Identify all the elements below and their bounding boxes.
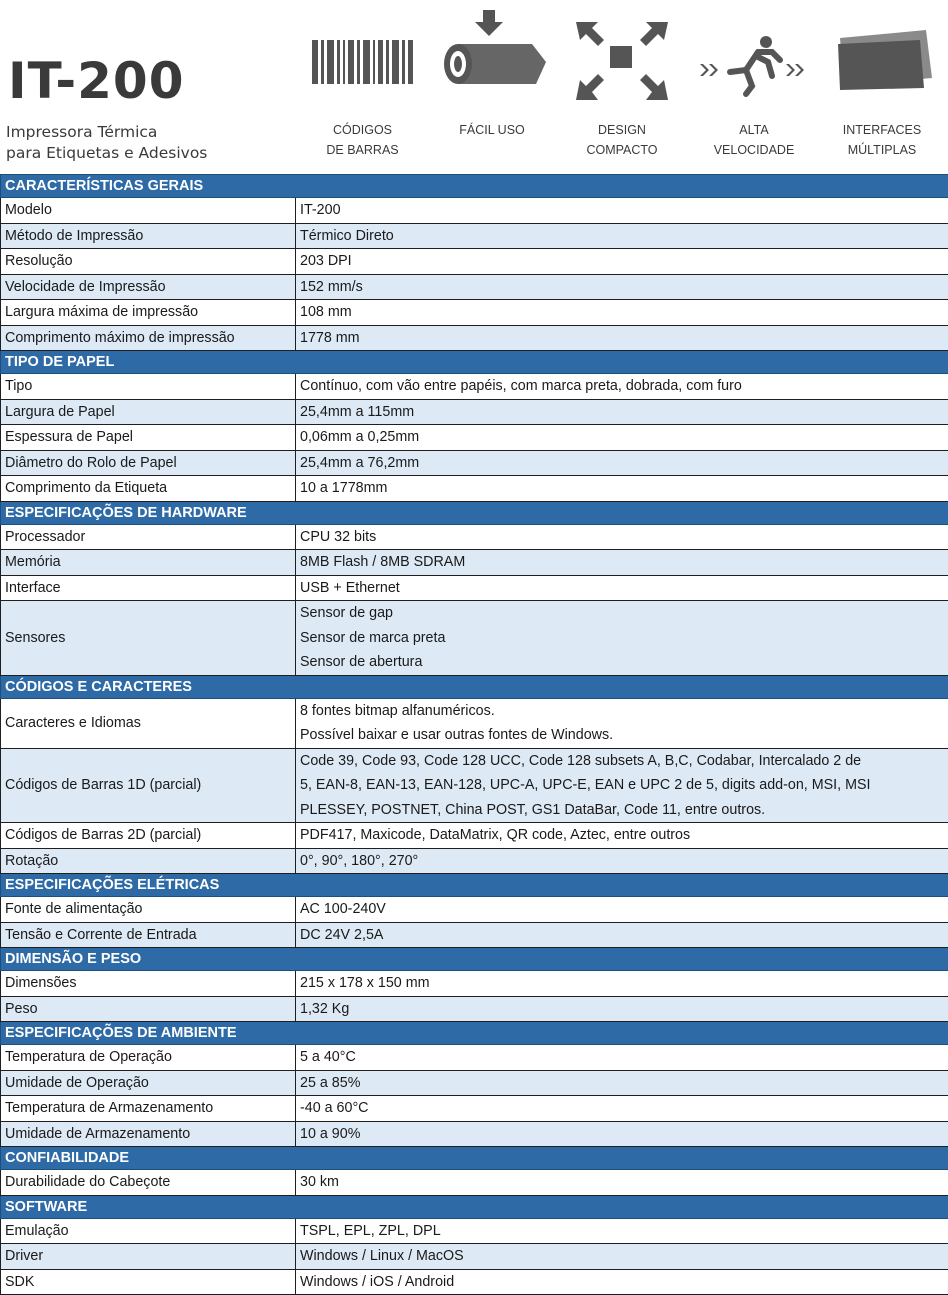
feature-label: INTERFACES MÚLTIPLAS <box>830 120 934 160</box>
spec-value <box>296 476 948 502</box>
spec-row <box>1 575 948 601</box>
spec-value <box>296 249 948 275</box>
spec-value <box>296 601 948 676</box>
spec-row <box>1 848 948 874</box>
spec-label: Driver <box>1 1244 296 1270</box>
feature-label: ALTA VELOCIDADE <box>700 120 808 160</box>
spec-label: Códigos de Barras 1D (parcial) <box>1 748 296 823</box>
spec-row <box>1 748 948 823</box>
product-subtitle <box>6 122 207 164</box>
feature-compact-design <box>568 0 676 174</box>
spec-value <box>296 1045 948 1071</box>
compact-arrows-icon <box>568 0 676 110</box>
spec-value-line: 1778 mm <box>300 326 944 351</box>
spec-label: Dimensões <box>1 971 296 997</box>
spec-label: Velocidade de Impressão <box>1 274 296 300</box>
spec-label: Caracteres e Idiomas <box>1 698 296 748</box>
spec-row <box>1 476 948 502</box>
spec-value <box>296 575 948 601</box>
spec-label: Umidade de Operação <box>1 1070 296 1096</box>
spec-row <box>1 300 948 326</box>
spec-value-line: 25,4mm a 76,2mm <box>300 451 944 476</box>
spec-label: Tensão e Corrente de Entrada <box>1 922 296 948</box>
model-title: IT-200 <box>8 52 184 110</box>
section-title: CONFIABILIDADE <box>1 1147 948 1170</box>
spec-row <box>1 996 948 1022</box>
spec-row <box>1 425 948 451</box>
section-header <box>1 1195 948 1218</box>
spec-value-line: Sensor de abertura <box>300 650 944 675</box>
spec-value-line: Windows / iOS / Android <box>300 1270 944 1295</box>
spec-label: Emulação <box>1 1218 296 1244</box>
spec-value-line: PDF417, Maxicode, DataMatrix, QR code, Aztec, entre outros <box>300 823 944 848</box>
spec-value-line: -40 a 60°C <box>300 1096 944 1121</box>
feature-high-speed <box>700 0 808 174</box>
spec-row <box>1 1244 948 1270</box>
spec-row <box>1 698 948 748</box>
spec-value-line: 25,4mm a 115mm <box>300 400 944 425</box>
spec-value-line: 0,06mm a 0,25mm <box>300 425 944 450</box>
spec-value <box>296 971 948 997</box>
spec-row <box>1 325 948 351</box>
spec-value-line: 30 km <box>300 1170 944 1195</box>
section-header <box>1 675 948 698</box>
spec-value <box>296 1218 948 1244</box>
spec-value <box>296 748 948 823</box>
spec-row <box>1 1121 948 1147</box>
subtitle-line: Impressora Térmica <box>6 122 207 143</box>
spec-value <box>296 1269 948 1295</box>
spec-value <box>296 198 948 224</box>
section-title: ESPECIFICAÇÕES DE HARDWARE <box>1 501 948 524</box>
stacked-cards-icon <box>830 0 934 110</box>
spec-row <box>1 1045 948 1071</box>
feature-easy-use <box>436 0 548 174</box>
barcode-icon <box>310 0 415 110</box>
spec-label: Comprimento da Etiqueta <box>1 476 296 502</box>
spec-table <box>0 174 948 1295</box>
spec-value-line: PLESSEY, POSTNET, China POST, GS1 DataBar, Code 11, entre outros. <box>300 798 944 823</box>
spec-row <box>1 223 948 249</box>
spec-value <box>296 425 948 451</box>
spec-value-line: 8MB Flash / 8MB SDRAM <box>300 550 944 575</box>
spec-label: Largura de Papel <box>1 399 296 425</box>
spec-value-line: 10 a 1778mm <box>300 476 944 501</box>
spec-value <box>296 399 948 425</box>
spec-value-line: 5 a 40°C <box>300 1045 944 1070</box>
spec-value-line: 152 mm/s <box>300 275 944 300</box>
spec-label: Temperatura de Operação <box>1 1045 296 1071</box>
spec-label: Espessura de Papel <box>1 425 296 451</box>
page-header <box>0 0 948 174</box>
spec-row <box>1 374 948 400</box>
spec-row <box>1 1269 948 1295</box>
spec-value <box>296 996 948 1022</box>
spec-value <box>296 922 948 948</box>
spec-label: Peso <box>1 996 296 1022</box>
spec-value <box>296 374 948 400</box>
spec-value-line: CPU 32 bits <box>300 525 944 550</box>
spec-value <box>296 1121 948 1147</box>
spec-value-line: 203 DPI <box>300 249 944 274</box>
spec-value <box>296 848 948 874</box>
spec-row <box>1 1218 948 1244</box>
spec-value <box>296 223 948 249</box>
feature-label: FÁCIL USO <box>436 120 548 140</box>
spec-row <box>1 274 948 300</box>
spec-label: Fonte de alimentação <box>1 897 296 923</box>
runner-icon <box>700 0 808 110</box>
spec-value <box>296 1170 948 1196</box>
section-title: CÓDIGOS E CARACTERES <box>1 675 948 698</box>
spec-value-line: Windows / Linux / MacOS <box>300 1244 944 1269</box>
spec-row <box>1 524 948 550</box>
section-header <box>1 874 948 897</box>
spec-row <box>1 971 948 997</box>
feature-multiple-interfaces <box>830 0 934 174</box>
section-title: CARACTERÍSTICAS GERAIS <box>1 175 948 198</box>
spec-row <box>1 399 948 425</box>
spec-value-line: Code 39, Code 93, Code 128 UCC, Code 128 subsets A, B,C, Codabar, Intercalado 2 de <box>300 749 944 774</box>
spec-value-line: 5, EAN-8, EAN-13, EAN-128, UPC-A, UPC-E, EAN e UPC 2 de 5, digits add-on, MSI, MSI <box>300 773 944 798</box>
spec-label: Umidade de Armazenamento <box>1 1121 296 1147</box>
section-title: ESPECIFICAÇÕES DE AMBIENTE <box>1 1022 948 1045</box>
spec-value-line: 10 a 90% <box>300 1122 944 1147</box>
spec-value <box>296 698 948 748</box>
spec-label: Memória <box>1 550 296 576</box>
spec-value-line: AC 100-240V <box>300 897 944 922</box>
spec-value <box>296 823 948 849</box>
section-header <box>1 175 948 198</box>
spec-row <box>1 897 948 923</box>
feature-label: CÓDIGOS DE BARRAS <box>310 120 415 160</box>
spec-value <box>296 524 948 550</box>
spec-value <box>296 550 948 576</box>
spec-value <box>296 325 948 351</box>
section-header <box>1 948 948 971</box>
spec-label: Tipo <box>1 374 296 400</box>
spec-label: Largura máxima de impressão <box>1 300 296 326</box>
spec-value-line: TSPL, EPL, ZPL, DPL <box>300 1219 944 1244</box>
feature-barcodes <box>310 0 415 174</box>
spec-row <box>1 550 948 576</box>
section-header <box>1 351 948 374</box>
spec-label: Processador <box>1 524 296 550</box>
section-title: TIPO DE PAPEL <box>1 351 948 374</box>
spec-value-line: IT-200 <box>300 198 944 223</box>
spec-label: Comprimento máximo de impressão <box>1 325 296 351</box>
spec-value-line: Sensor de marca preta <box>300 626 944 651</box>
spec-value-line: 0°, 90°, 180°, 270° <box>300 849 944 874</box>
spec-value-line: Possível baixar e usar outras fontes de Windows. <box>300 723 944 748</box>
spec-label: Diâmetro do Rolo de Papel <box>1 450 296 476</box>
spec-row <box>1 450 948 476</box>
spec-value-line: 25 a 85% <box>300 1071 944 1096</box>
spec-value <box>296 274 948 300</box>
spec-label: SDK <box>1 1269 296 1295</box>
spec-value-line: 1,32 Kg <box>300 997 944 1022</box>
spec-value-line: 215 x 178 x 150 mm <box>300 971 944 996</box>
spec-label: Modelo <box>1 198 296 224</box>
feature-label: DESIGN COMPACTO <box>568 120 676 160</box>
spec-value <box>296 450 948 476</box>
spec-value <box>296 1096 948 1122</box>
spec-label: Método de Impressão <box>1 223 296 249</box>
spec-label: Durabilidade do Cabeçote <box>1 1170 296 1196</box>
spec-value <box>296 1244 948 1270</box>
section-title: DIMENSÃO E PESO <box>1 948 948 971</box>
spec-value-line: 108 mm <box>300 300 944 325</box>
spec-row <box>1 1070 948 1096</box>
spec-label: Temperatura de Armazenamento <box>1 1096 296 1122</box>
section-header <box>1 1147 948 1170</box>
spec-label: Rotação <box>1 848 296 874</box>
spec-value <box>296 897 948 923</box>
section-header <box>1 501 948 524</box>
spec-value-line: Térmico Direto <box>300 224 944 249</box>
spec-value-line: Contínuo, com vão entre papéis, com marca preta, dobrada, com furo <box>300 374 944 399</box>
spec-row <box>1 1170 948 1196</box>
spec-row <box>1 922 948 948</box>
paper-roll-icon <box>436 0 548 110</box>
spec-value-line: Sensor de gap <box>300 601 944 626</box>
spec-value <box>296 300 948 326</box>
spec-value-line: USB + Ethernet <box>300 576 944 601</box>
section-title: ESPECIFICAÇÕES ELÉTRICAS <box>1 874 948 897</box>
spec-label: Sensores <box>1 601 296 676</box>
spec-row <box>1 601 948 676</box>
spec-label: Resolução <box>1 249 296 275</box>
spec-label: Interface <box>1 575 296 601</box>
spec-row <box>1 823 948 849</box>
spec-value <box>296 1070 948 1096</box>
spec-value-line: 8 fontes bitmap alfanuméricos. <box>300 699 944 724</box>
spec-row <box>1 198 948 224</box>
spec-row <box>1 1096 948 1122</box>
spec-row <box>1 249 948 275</box>
spec-value-line: DC 24V 2,5A <box>300 923 944 948</box>
spec-label: Códigos de Barras 2D (parcial) <box>1 823 296 849</box>
subtitle-line: para Etiquetas e Adesivos <box>6 143 207 164</box>
section-header <box>1 1022 948 1045</box>
section-title: SOFTWARE <box>1 1195 948 1218</box>
